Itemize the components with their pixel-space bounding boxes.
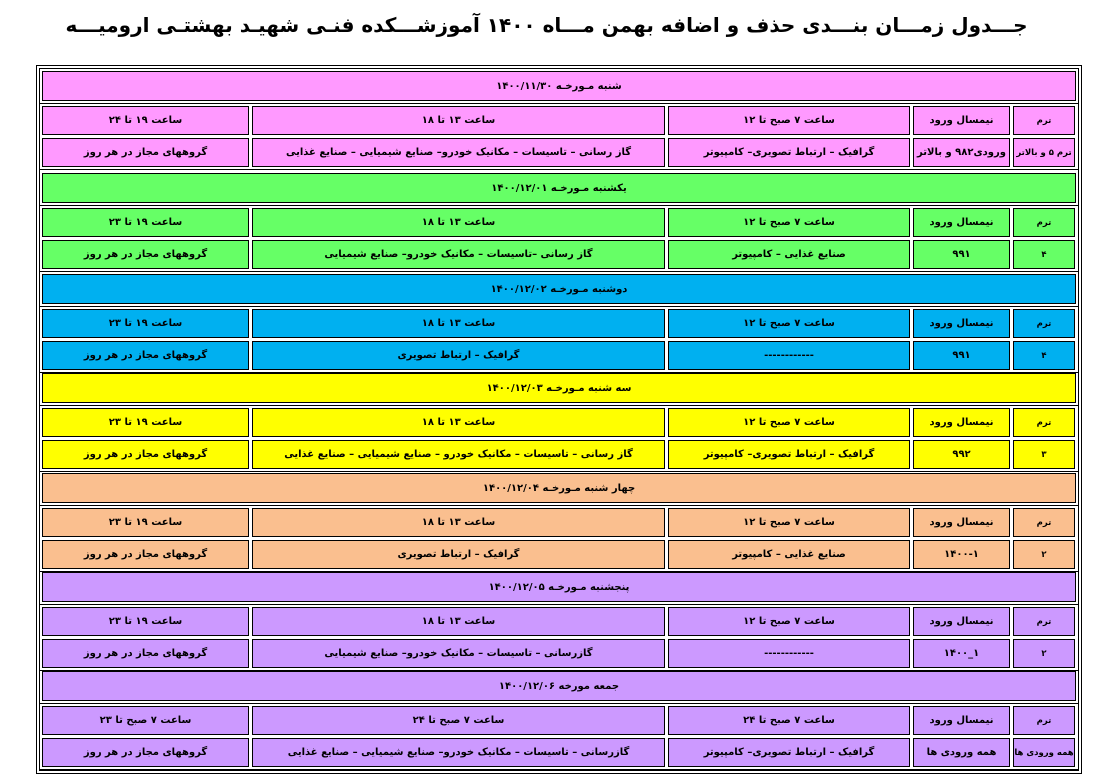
cell-slot-evening: گروههای مجاز در هر روز <box>42 639 249 668</box>
header-entry-semester: نیمسال ورود <box>913 408 1010 437</box>
cell-slot-evening: گروههای مجاز در هر روز <box>42 440 249 469</box>
cell-slot-evening: گروههای مجاز در هر روز <box>42 738 249 767</box>
header-slot-morning: ساعت ۷ صبح تا ۱۲ <box>668 309 910 338</box>
page-title: جـــدول زمـــان بنـــدی حذف و اضافه بهمن مـــاه ۱۴۰۰ آموزشـــکده فنـی شهیـد بهشتـی ارومیـــه <box>65 13 1028 37</box>
header-slot-afternoon: ساعت ۱۳ تا ۱۸ <box>252 408 665 437</box>
cell-slot-morning: صنایع غذایی – کامپیوتر <box>668 240 910 269</box>
cell-term: ۲ <box>1013 540 1075 569</box>
header-slot-evening: ساعت ۱۹ تا ۲۴ <box>42 106 249 135</box>
header-term: ترم <box>1013 309 1075 338</box>
cell-slot-morning: گرافیک – ارتباط تصویری– کامپیوتر <box>668 738 910 767</box>
cell-slot-afternoon: گرافیک – ارتباط تصویری <box>252 540 665 569</box>
cell-term: ۳ <box>1013 440 1075 469</box>
header-slot-evening: ساعت ۱۹ تا ۲۳ <box>42 607 249 636</box>
cell-slot-evening: گروههای مجاز در هر روز <box>42 540 249 569</box>
header-slot-morning: ساعت ۷ صبح تا ۱۲ <box>668 408 910 437</box>
cell-slot-afternoon: گازرسانی – تاسیسات – مکانیک خودرو– صنایع شیمیایی – صنایع غذایی <box>252 738 665 767</box>
header-slot-afternoon: ساعت ۱۳ تا ۱۸ <box>252 106 665 135</box>
header-slot-morning: ساعت ۷ صبح تا ۱۲ <box>668 106 910 135</box>
header-entry-semester: نیمسال ورود <box>913 309 1010 338</box>
day-section-sunday <box>0 173 1093 273</box>
cell-term: ۲ <box>1013 639 1075 668</box>
cell-slot-afternoon: گاز رسانی – تاسیسات – مکانیک خودرو– صنایع شیمیایی – صنایع غذایی <box>252 138 665 167</box>
header-entry-semester: نیمسال ورود <box>913 508 1010 537</box>
header-term: ترم <box>1013 208 1075 237</box>
cell-slot-morning: صنایع غذایی – کامپیوتر <box>668 540 910 569</box>
header-entry-semester: نیمسال ورود <box>913 208 1010 237</box>
cell-term: ۴ <box>1013 240 1075 269</box>
day-section-monday <box>0 274 1093 374</box>
cell-slot-evening: گروههای مجاز در هر روز <box>42 341 249 370</box>
header-slot-morning: ساعت ۷ صبح تا ۲۴ <box>668 706 910 735</box>
header-slot-afternoon: ساعت ۷ صبح تا ۲۴ <box>252 706 665 735</box>
header-term: ترم <box>1013 607 1075 636</box>
header-slot-afternoon: ساعت ۱۳ تا ۱۸ <box>252 309 665 338</box>
header-term: ترم <box>1013 508 1075 537</box>
header-entry-semester: نیمسال ورود <box>913 706 1010 735</box>
header-slot-evening: ساعت ۱۹ تا ۲۳ <box>42 508 249 537</box>
day-title: شنبه مـورخـه ۱۴۰۰/۱۱/۳۰ <box>42 71 1076 101</box>
cell-term: ترم ۵ و بالاتر <box>1013 138 1075 167</box>
header-entry-semester: نیمسال ورود <box>913 106 1010 135</box>
header-term: ترم <box>1013 408 1075 437</box>
cell-slot-afternoon: گاز رسانی – تاسیسات – مکانیک خودرو – صنایع شیمیایی – صنایع غذایی <box>252 440 665 469</box>
header-slot-evening: ساعت ۱۹ تا ۲۳ <box>42 309 249 338</box>
day-section-tuesday <box>0 373 1093 473</box>
cell-slot-afternoon: گرافیک – ارتباط تصویری <box>252 341 665 370</box>
cell-entry-semester: ورودی۹۸۲ و بالاتر <box>913 138 1010 167</box>
day-title: دوشنبه مـورخـه ۱۴۰۰/۱۲/۰۲ <box>42 274 1076 304</box>
cell-slot-afternoon: گازرسانی – تاسیسات – مکانیک خودرو– صنایع شیمیایی <box>252 639 665 668</box>
header-slot-afternoon: ساعت ۱۳ تا ۱۸ <box>252 208 665 237</box>
day-section-friday <box>0 671 1093 771</box>
cell-entry-semester: ۹۹۱ <box>913 240 1010 269</box>
day-section-thursday <box>0 572 1093 672</box>
cell-term: همه ورودی ها <box>1013 738 1075 767</box>
cell-slot-morning: گرافیک – ارتباط تصویری– کامپیوتر <box>668 138 910 167</box>
cell-slot-morning: ------------ <box>668 639 910 668</box>
header-slot-afternoon: ساعت ۱۳ تا ۱۸ <box>252 607 665 636</box>
cell-slot-morning: گرافیک – ارتباط تصویری– کامپیوتر <box>668 440 910 469</box>
day-title: سه شنبه مـورخـه ۱۴۰۰/۱۲/۰۳ <box>42 373 1076 403</box>
header-slot-morning: ساعت ۷ صبح تا ۱۲ <box>668 208 910 237</box>
cell-entry-semester: ۱۴۰۰-۱ <box>913 540 1010 569</box>
day-section-wednesday <box>0 473 1093 573</box>
cell-slot-evening: گروههای مجاز در هر روز <box>42 240 249 269</box>
cell-slot-afternoon: گاز رسانی –تاسیسات – مکانیک خودرو– صنایع شیمیایی <box>252 240 665 269</box>
day-section-saturday <box>0 71 1093 171</box>
cell-entry-semester: ۹۹۲ <box>913 440 1010 469</box>
day-title: چهار شنبه مـورخـه ۱۴۰۰/۱۲/۰۴ <box>42 473 1076 503</box>
header-slot-morning: ساعت ۷ صبح تا ۱۲ <box>668 508 910 537</box>
cell-term: ۴ <box>1013 341 1075 370</box>
day-title: پنجشنبه مـورخـه ۱۴۰۰/۱۲/۰۵ <box>42 572 1076 602</box>
cell-slot-morning: ------------ <box>668 341 910 370</box>
header-slot-afternoon: ساعت ۱۳ تا ۱۸ <box>252 508 665 537</box>
header-term: ترم <box>1013 706 1075 735</box>
cell-entry-semester: همه ورودی ها <box>913 738 1010 767</box>
cell-slot-evening: گروههای مجاز در هر روز <box>42 138 249 167</box>
header-slot-morning: ساعت ۷ صبح تا ۱۲ <box>668 607 910 636</box>
header-term: ترم <box>1013 106 1075 135</box>
cell-entry-semester: ۹۹۱ <box>913 341 1010 370</box>
header-slot-evening: ساعت ۱۹ تا ۲۳ <box>42 408 249 437</box>
day-title: جمعه مورخه ۱۴۰۰/۱۲/۰۶ <box>42 671 1076 701</box>
header-slot-evening: ساعت ۷ صبح تا ۲۳ <box>42 706 249 735</box>
header-entry-semester: نیمسال ورود <box>913 607 1010 636</box>
cell-entry-semester: ۱۴۰۰_۱ <box>913 639 1010 668</box>
day-title: یکشنبه مـورخـه ۱۴۰۰/۱۲/۰۱ <box>42 173 1076 203</box>
header-slot-evening: ساعت ۱۹ تا ۲۳ <box>42 208 249 237</box>
